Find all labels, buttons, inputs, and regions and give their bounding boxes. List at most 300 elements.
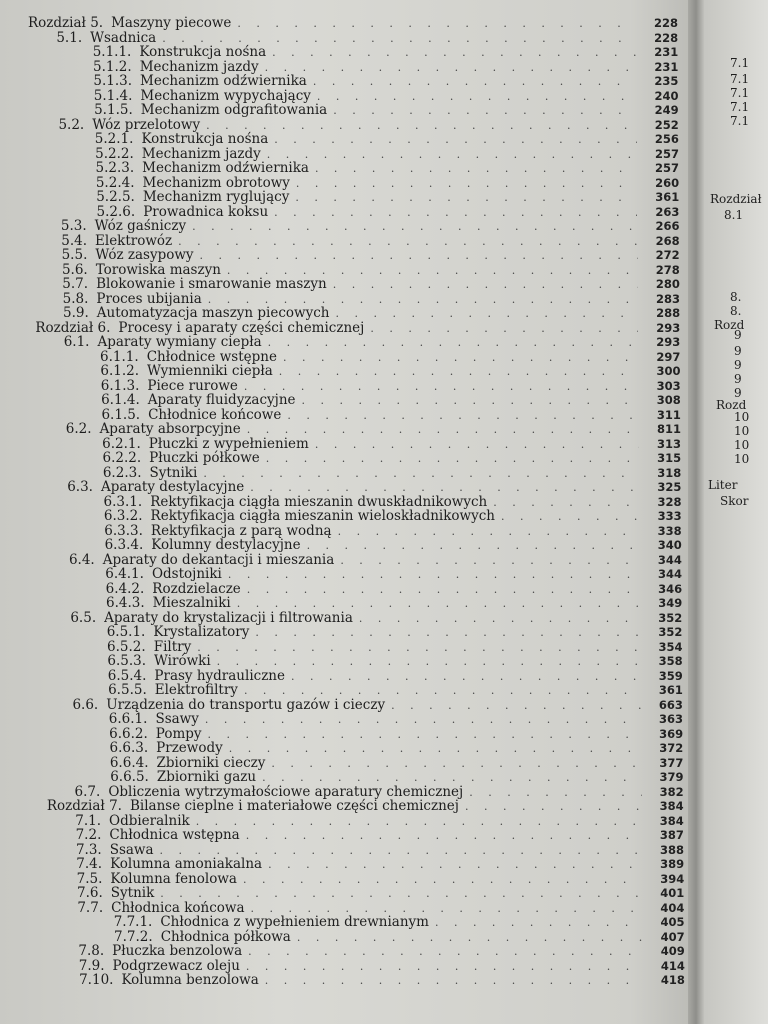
toc-entry-page: 354 [658, 639, 683, 654]
toc-entry-page: 407 [660, 929, 685, 944]
toc-entry [97, 205, 680, 219]
toc-entry-number: 6.6.5. [110, 769, 149, 785]
dot-leader [333, 104, 636, 118]
dot-leader [391, 699, 641, 713]
toc-entry [107, 654, 682, 668]
toc-entry-page: 384 [659, 813, 684, 828]
dot-leader [262, 771, 641, 785]
toc-entry [108, 669, 683, 683]
dot-leader [272, 46, 636, 60]
right-page-fragment: 9 [734, 328, 742, 342]
toc-entry-number: 6.4.2. [105, 580, 145, 597]
toc-entry [75, 785, 684, 799]
toc-entry [47, 799, 684, 813]
toc-entry-page: 811 [656, 422, 681, 436]
toc-entry-number: 5.6. [61, 261, 88, 278]
toc-entry-title: Kolumny destylacyjne [151, 537, 301, 553]
toc-entry-title: Kolumna amoniakalna [110, 856, 263, 872]
dot-leader [244, 684, 641, 698]
book-gutter [688, 0, 704, 1024]
dot-leader [244, 380, 639, 394]
dot-leader [296, 177, 637, 191]
toc-entry-number: 7.2. [75, 827, 102, 843]
toc-entry-number: 6.4. [68, 551, 95, 568]
toc-entry [102, 437, 681, 451]
dot-leader [338, 525, 640, 539]
dot-leader [333, 278, 638, 292]
toc-entry-page: 328 [657, 494, 682, 509]
toc-entry-page: 404 [660, 900, 685, 915]
toc-entry-title: Podgrzewacz oleju [112, 957, 240, 974]
dot-leader [315, 162, 637, 176]
toc-entry-title: Płuczki z wypełnieniem [148, 435, 309, 452]
toc-entry-number: 5.1.5. [94, 102, 133, 118]
toc-entry-title: Kolumna benzolowa [121, 972, 259, 988]
toc-entry-page: 311 [656, 407, 681, 422]
toc-entry-page: 249 [654, 103, 679, 117]
toc-entry-page: 256 [654, 132, 679, 146]
toc-entry-number: 6.4.3. [106, 595, 145, 611]
toc-entry [93, 45, 679, 59]
toc-entry-title: Torowiska maszyn [95, 261, 221, 278]
toc-entry-number: 5.9. [63, 305, 89, 321]
toc-entry-title: Chłodnice wstępne [146, 348, 277, 365]
dot-leader [229, 742, 642, 756]
toc-entry-number: 6.7. [74, 783, 101, 800]
right-page-fragment: 7.1 [730, 86, 750, 100]
toc-entry [62, 263, 680, 277]
toc-entry-number: 6.3.2. [103, 508, 143, 524]
toc-entry-title: Aparaty absorpcyjne [99, 421, 241, 437]
toc-entry-title: Maszyny piecowe [111, 15, 232, 31]
dot-leader [465, 800, 642, 814]
toc-entry [109, 712, 683, 726]
toc-entry-number: 5.1. [56, 29, 83, 46]
dot-leader [493, 496, 639, 510]
dot-leader [469, 786, 641, 800]
toc-entry [58, 118, 678, 132]
toc-entry [79, 973, 685, 987]
toc-entry-page: 303 [656, 378, 681, 393]
toc-entry [110, 756, 684, 770]
toc-entry-number: 5.1.4. [93, 87, 133, 104]
toc-entry-page: 401 [660, 886, 685, 900]
toc-entry-title: Chłodnica półkowa [160, 928, 291, 945]
dot-leader [246, 829, 642, 843]
toc-entry [72, 698, 683, 712]
dot-leader [336, 307, 639, 321]
toc-entry-title: Wirówki [154, 653, 211, 669]
toc-entry-number: 5.1.2. [93, 58, 132, 75]
toc-entry-number: 6.2. [65, 421, 92, 437]
toc-entry-number: 7.7.1. [113, 914, 153, 930]
toc-entry-number: 6.5.5. [108, 682, 147, 698]
toc-entry [69, 553, 682, 567]
dot-leader [268, 336, 639, 350]
right-page-fragment: Rozdział [710, 192, 762, 206]
dot-leader [267, 148, 637, 162]
dot-leader [197, 641, 640, 655]
toc-entry-page: 363 [659, 712, 684, 726]
toc-entry-number: 6.1.3. [100, 377, 140, 394]
toc-entry-number: 5.2.6. [96, 203, 136, 220]
toc-entry [76, 843, 684, 857]
toc-entry-page: 228 [653, 16, 678, 30]
toc-entry-title: Filtry [153, 638, 192, 655]
toc-entry-number: 5.7. [62, 276, 89, 292]
right-page-fragment: 7.1 [730, 114, 750, 128]
dot-leader [359, 612, 640, 626]
toc-entry-page: 235 [654, 74, 679, 88]
dot-leader [255, 626, 640, 640]
dot-leader [295, 191, 637, 205]
toc-entry-title: Konstrukcja nośna [139, 44, 267, 60]
toc-entry-title: Mechanizm ryglujący [142, 189, 290, 205]
toc-entry [101, 379, 681, 393]
toc-entry-title: Procesy i aparaty części chemicznej [118, 319, 365, 336]
toc-entry [95, 132, 679, 146]
toc-entry-title: Bilanse cieplne i materiałowe części chemicznej [129, 798, 459, 814]
toc-entry-page: 288 [656, 306, 681, 320]
toc-entry-page: 293 [656, 335, 681, 349]
dot-leader [274, 133, 637, 147]
toc-entry-page: 293 [656, 320, 681, 335]
toc-entry-page: 361 [658, 683, 683, 697]
toc-entry [61, 234, 679, 248]
dot-leader [268, 858, 642, 872]
toc-entry-page: 382 [659, 784, 684, 799]
dot-leader [208, 728, 642, 742]
right-page-fragment: 10 [734, 424, 750, 438]
toc-entry-title: Elektrofiltry [154, 682, 238, 698]
toc-entry-page: 308 [656, 393, 681, 407]
right-page-fragment: 9 [734, 386, 742, 400]
toc-entry-number: 5.2.5. [96, 189, 135, 205]
toc-entry [104, 495, 682, 509]
toc-entry-title: Mechanizm obrotowy [142, 174, 290, 191]
toc-entry-title: Mechanizm jazdy [139, 58, 259, 75]
toc-entry-page: 409 [660, 944, 685, 958]
toc-entry-number: 5.2. [58, 116, 85, 133]
toc-entry [62, 277, 680, 291]
dot-leader [192, 220, 637, 234]
toc-entry [66, 422, 681, 436]
toc-entry-number: 7.3. [75, 841, 102, 858]
toc-entry-page: 387 [659, 828, 684, 842]
toc-entry-number: 6.1.5. [101, 406, 141, 423]
toc-entry-title: Piece rurowe [147, 377, 238, 394]
toc-entry [104, 509, 682, 523]
toc-entry-title: Pompy [155, 725, 202, 742]
toc-entry-title: Aparaty do dekantacji i mieszania [102, 551, 335, 568]
toc-entry-page: 344 [657, 552, 682, 567]
toc-entry-number: 7.7.2. [114, 928, 153, 945]
toc-entry-title: Sytniki [149, 464, 198, 481]
toc-entry-number: 5.2.3. [95, 160, 135, 176]
toc-entry-number: 7.4. [76, 856, 103, 872]
toc-entry [63, 306, 680, 320]
dot-leader [250, 481, 639, 495]
toc-entry-page: 268 [655, 233, 680, 248]
toc-entry-title: Aparaty fluidyzacyjne [147, 392, 296, 408]
toc-entry-page: 318 [657, 465, 682, 480]
right-page-fragment: 10 [734, 452, 750, 466]
toc-entry [114, 915, 685, 929]
right-page-fragment: 8.1 [724, 208, 744, 222]
toc-entry-title: Prasy hydrauliczne [154, 667, 285, 684]
toc-entry [61, 219, 680, 233]
toc-entry-title: Ssawy [155, 711, 199, 727]
right-page-fragment: 7.1 [730, 56, 750, 70]
right-page-fragment: 9 [734, 358, 742, 372]
toc-entry-title: Kolumna fenolowa [110, 870, 237, 887]
toc-entry [76, 857, 684, 871]
toc-entry-number: 6.1.2. [100, 363, 140, 379]
toc-entry [70, 611, 682, 625]
toc-entry-title: Elektrowóz [95, 232, 173, 249]
dot-leader [501, 510, 640, 524]
dot-leader [274, 206, 637, 220]
toc-entry-title: Obliczenia wytrzymałościowe aparatury chemicznej [108, 783, 464, 800]
toc-entry-number: 6.3. [67, 479, 93, 495]
dot-leader [247, 583, 640, 597]
dot-leader [291, 670, 641, 684]
toc-entry [77, 901, 684, 915]
toc-entry [96, 161, 680, 175]
toc-entry-title: Sytnik [110, 885, 155, 901]
toc-entry [108, 683, 683, 697]
toc-entry-title: Rozdzielacze [152, 580, 241, 597]
right-page-fragment: 7.1 [730, 72, 750, 86]
dot-leader [237, 597, 641, 611]
toc-entry-title: Zbiorniki gazu [156, 769, 257, 785]
toc-entry [77, 872, 685, 886]
dot-leader [265, 974, 643, 988]
toc-entry-page: 266 [655, 219, 680, 233]
toc-entry [75, 814, 684, 828]
toc-entry [93, 60, 678, 74]
toc-entry-page: 352 [658, 625, 683, 639]
toc-entry-page: 377 [659, 755, 684, 770]
toc-entry-number: 6.2.3. [102, 464, 142, 481]
toc-entry-page: 240 [654, 88, 679, 103]
toc-entry-number: 7.8. [78, 943, 105, 959]
toc-entry-title: Przewody [156, 740, 223, 756]
dot-leader [313, 75, 637, 89]
dot-leader [206, 119, 637, 133]
toc-entry [110, 770, 683, 784]
toc-entry-page: 325 [657, 480, 682, 494]
toc-entry-title: Konstrukcja nośna [141, 131, 269, 147]
toc-entry-number: 6.1. [63, 334, 90, 350]
toc-entry-page: 315 [657, 451, 682, 465]
toc-entry-number: 7.7. [77, 899, 104, 916]
toc-entry-number: 5.3. [60, 218, 87, 234]
toc-entry-page: 379 [659, 770, 684, 784]
toc-entry-page: 384 [659, 799, 684, 813]
toc-entry-number: 5.2.1. [94, 131, 134, 147]
dot-leader [340, 554, 640, 568]
toc-entry-page: 372 [659, 741, 684, 755]
toc-entry [109, 727, 683, 741]
toc-entry [67, 480, 681, 494]
toc-entry-title: Aparaty destylacyjne [100, 479, 245, 495]
toc-entry [96, 190, 679, 204]
dot-leader [228, 568, 640, 582]
toc-entry [110, 741, 684, 755]
toc-entry [63, 292, 680, 306]
toc-entry-page: 280 [655, 277, 680, 291]
toc-entry-title: Wymienniki ciepła [147, 363, 273, 379]
toc-entry-page: 297 [656, 349, 681, 364]
toc-entry-number: 6.2.1. [102, 435, 141, 452]
right-page-fragment: Skor [720, 494, 749, 508]
toc-entry [94, 103, 679, 117]
toc-entry [104, 524, 681, 538]
dot-leader [160, 887, 642, 901]
toc-entry-title: Mechanizm odźwiernika [140, 73, 307, 89]
dot-leader [302, 394, 639, 408]
toc-entry [94, 89, 679, 103]
toc-entry-page: 418 [660, 973, 685, 987]
toc-entry-page: 257 [655, 161, 680, 175]
toc-entry [64, 335, 681, 349]
toc-entry [105, 538, 682, 552]
toc-entry-number: 5.2.2. [95, 145, 134, 162]
toc-entry-title: Mieszalniki [152, 595, 231, 611]
toc-entry-title: Blokowanie i smarowanie maszyn [96, 276, 327, 292]
toc-entry [62, 248, 680, 262]
toc-entry-number: 5.2.4. [95, 174, 135, 191]
toc-entry-title: Odbieralnik [109, 812, 190, 829]
toc-entry [106, 596, 682, 610]
toc-entry-page: 361 [655, 190, 680, 204]
toc-entry [103, 466, 681, 480]
toc-entry-page: 283 [655, 291, 680, 306]
toc-entry-number: 5.1.1. [92, 44, 132, 60]
toc-entry [77, 886, 684, 900]
toc-entry-title: Mechanizm odźwiernika [142, 160, 309, 176]
toc-entry-page: 272 [655, 248, 680, 262]
toc-entry-number: 6.3.1. [103, 493, 143, 510]
book-page-right [704, 0, 768, 1024]
toc-entry-number: 6.1.1. [100, 348, 139, 365]
right-page-fragment: Rozd [716, 398, 747, 412]
dot-leader [246, 960, 643, 974]
dot-leader [203, 467, 639, 481]
toc-entry-page: 252 [654, 117, 679, 132]
toc-entry [114, 930, 685, 944]
toc-entry [96, 176, 679, 190]
dot-leader [287, 409, 638, 423]
dot-leader [283, 351, 638, 365]
dot-leader [200, 249, 638, 263]
toc-entry-page: 333 [657, 509, 682, 523]
dot-leader [307, 539, 640, 553]
toc-entry-page: 340 [657, 538, 682, 552]
dot-leader [271, 757, 641, 771]
toc-entry-title: Urządzenia do transportu gazów i cieczy [106, 696, 386, 713]
toc-entry [107, 625, 683, 639]
toc-entry [103, 451, 682, 465]
toc-entry-title: Chłodnica z wypełnieniem drewnianym [160, 914, 429, 930]
toc-entry-title: Aparaty do krystalizacji i filtrowania [104, 609, 353, 626]
right-page-fragment: 9 [734, 344, 742, 358]
right-page-fragment: 8. [730, 290, 742, 304]
dot-leader [205, 713, 641, 727]
dot-leader [248, 945, 643, 959]
toc-entry-number: 7.1. [75, 812, 102, 829]
toc-entry-page: 257 [654, 146, 679, 161]
toc-entry-title: Wóz przelotowy [92, 116, 201, 133]
toc-entry-page: 228 [654, 30, 679, 45]
dot-leader [178, 235, 637, 249]
dot-leader [297, 931, 643, 945]
toc-entry-page: 414 [660, 958, 685, 973]
dot-leader [217, 655, 641, 669]
dot-leader [196, 815, 642, 829]
dot-leader [247, 423, 639, 437]
toc-entry-page: 405 [660, 915, 685, 929]
toc-entry-title: Płuczki półkowe [149, 450, 260, 466]
toc-entry-page: 352 [658, 610, 683, 625]
toc-entry-page: 338 [657, 523, 682, 538]
toc-entry-number: 6.4.1. [105, 566, 144, 582]
toc-entry-title: Zbiorniki cieczy [156, 754, 266, 771]
toc-entry-page: 394 [660, 871, 685, 886]
toc-entry-page: 313 [657, 436, 682, 451]
dot-leader [279, 365, 639, 379]
toc-entry [79, 959, 685, 973]
dot-leader [265, 61, 637, 75]
toc-entry-page: 278 [655, 262, 680, 277]
toc-entry-page: 389 [660, 857, 685, 871]
toc-entry-page: 231 [654, 59, 679, 74]
right-page-fragment: Rozd [714, 318, 745, 332]
toc-entry-number: 6.5.3. [107, 653, 147, 669]
toc-entry-number: 5.8. [62, 290, 89, 307]
dot-leader [315, 438, 639, 452]
toc-entry-number: 7.10. [79, 972, 114, 988]
toc-entry-title: Automatyzacja maszyn piecowych [96, 305, 330, 321]
toc-entry-number: 7.6. [77, 885, 103, 901]
toc-entry-number: 5.4. [61, 232, 88, 249]
toc-entry-number: Rozdział 5. [28, 15, 104, 31]
right-page-fragment: 9 [734, 372, 742, 386]
toc-entry [107, 640, 682, 654]
toc-entry-title: Ssawa [109, 841, 154, 858]
dot-leader [237, 17, 636, 31]
toc-entry-number: Rozdział 7. [46, 798, 122, 814]
toc-entry [101, 408, 680, 422]
dot-leader [370, 322, 638, 336]
toc-entry [105, 567, 682, 581]
toc-entry-number: 6.6. [72, 696, 99, 713]
right-page-fragment: 8. [730, 304, 742, 318]
toc-entry-number: 6.6.2. [109, 725, 148, 742]
toc-entry-number: 6.3.4. [104, 537, 144, 553]
toc-entry-title: Wóz zasypowy [95, 247, 194, 263]
toc-entry-title: Rektyfikacja z parą wodną [150, 522, 332, 539]
dot-leader [435, 916, 643, 930]
toc-entry [93, 74, 678, 88]
toc-entry-number: 6.5. [70, 609, 97, 626]
toc-entry-page: 388 [659, 842, 684, 857]
right-page-fragment: 7.1 [730, 100, 750, 114]
toc-entry-title: Mechanizm odgrafitowania [140, 102, 328, 118]
toc-entry-title: Wóz gaśniczy [94, 218, 187, 234]
toc-entry-title: Płuczka benzolowa [112, 943, 243, 959]
